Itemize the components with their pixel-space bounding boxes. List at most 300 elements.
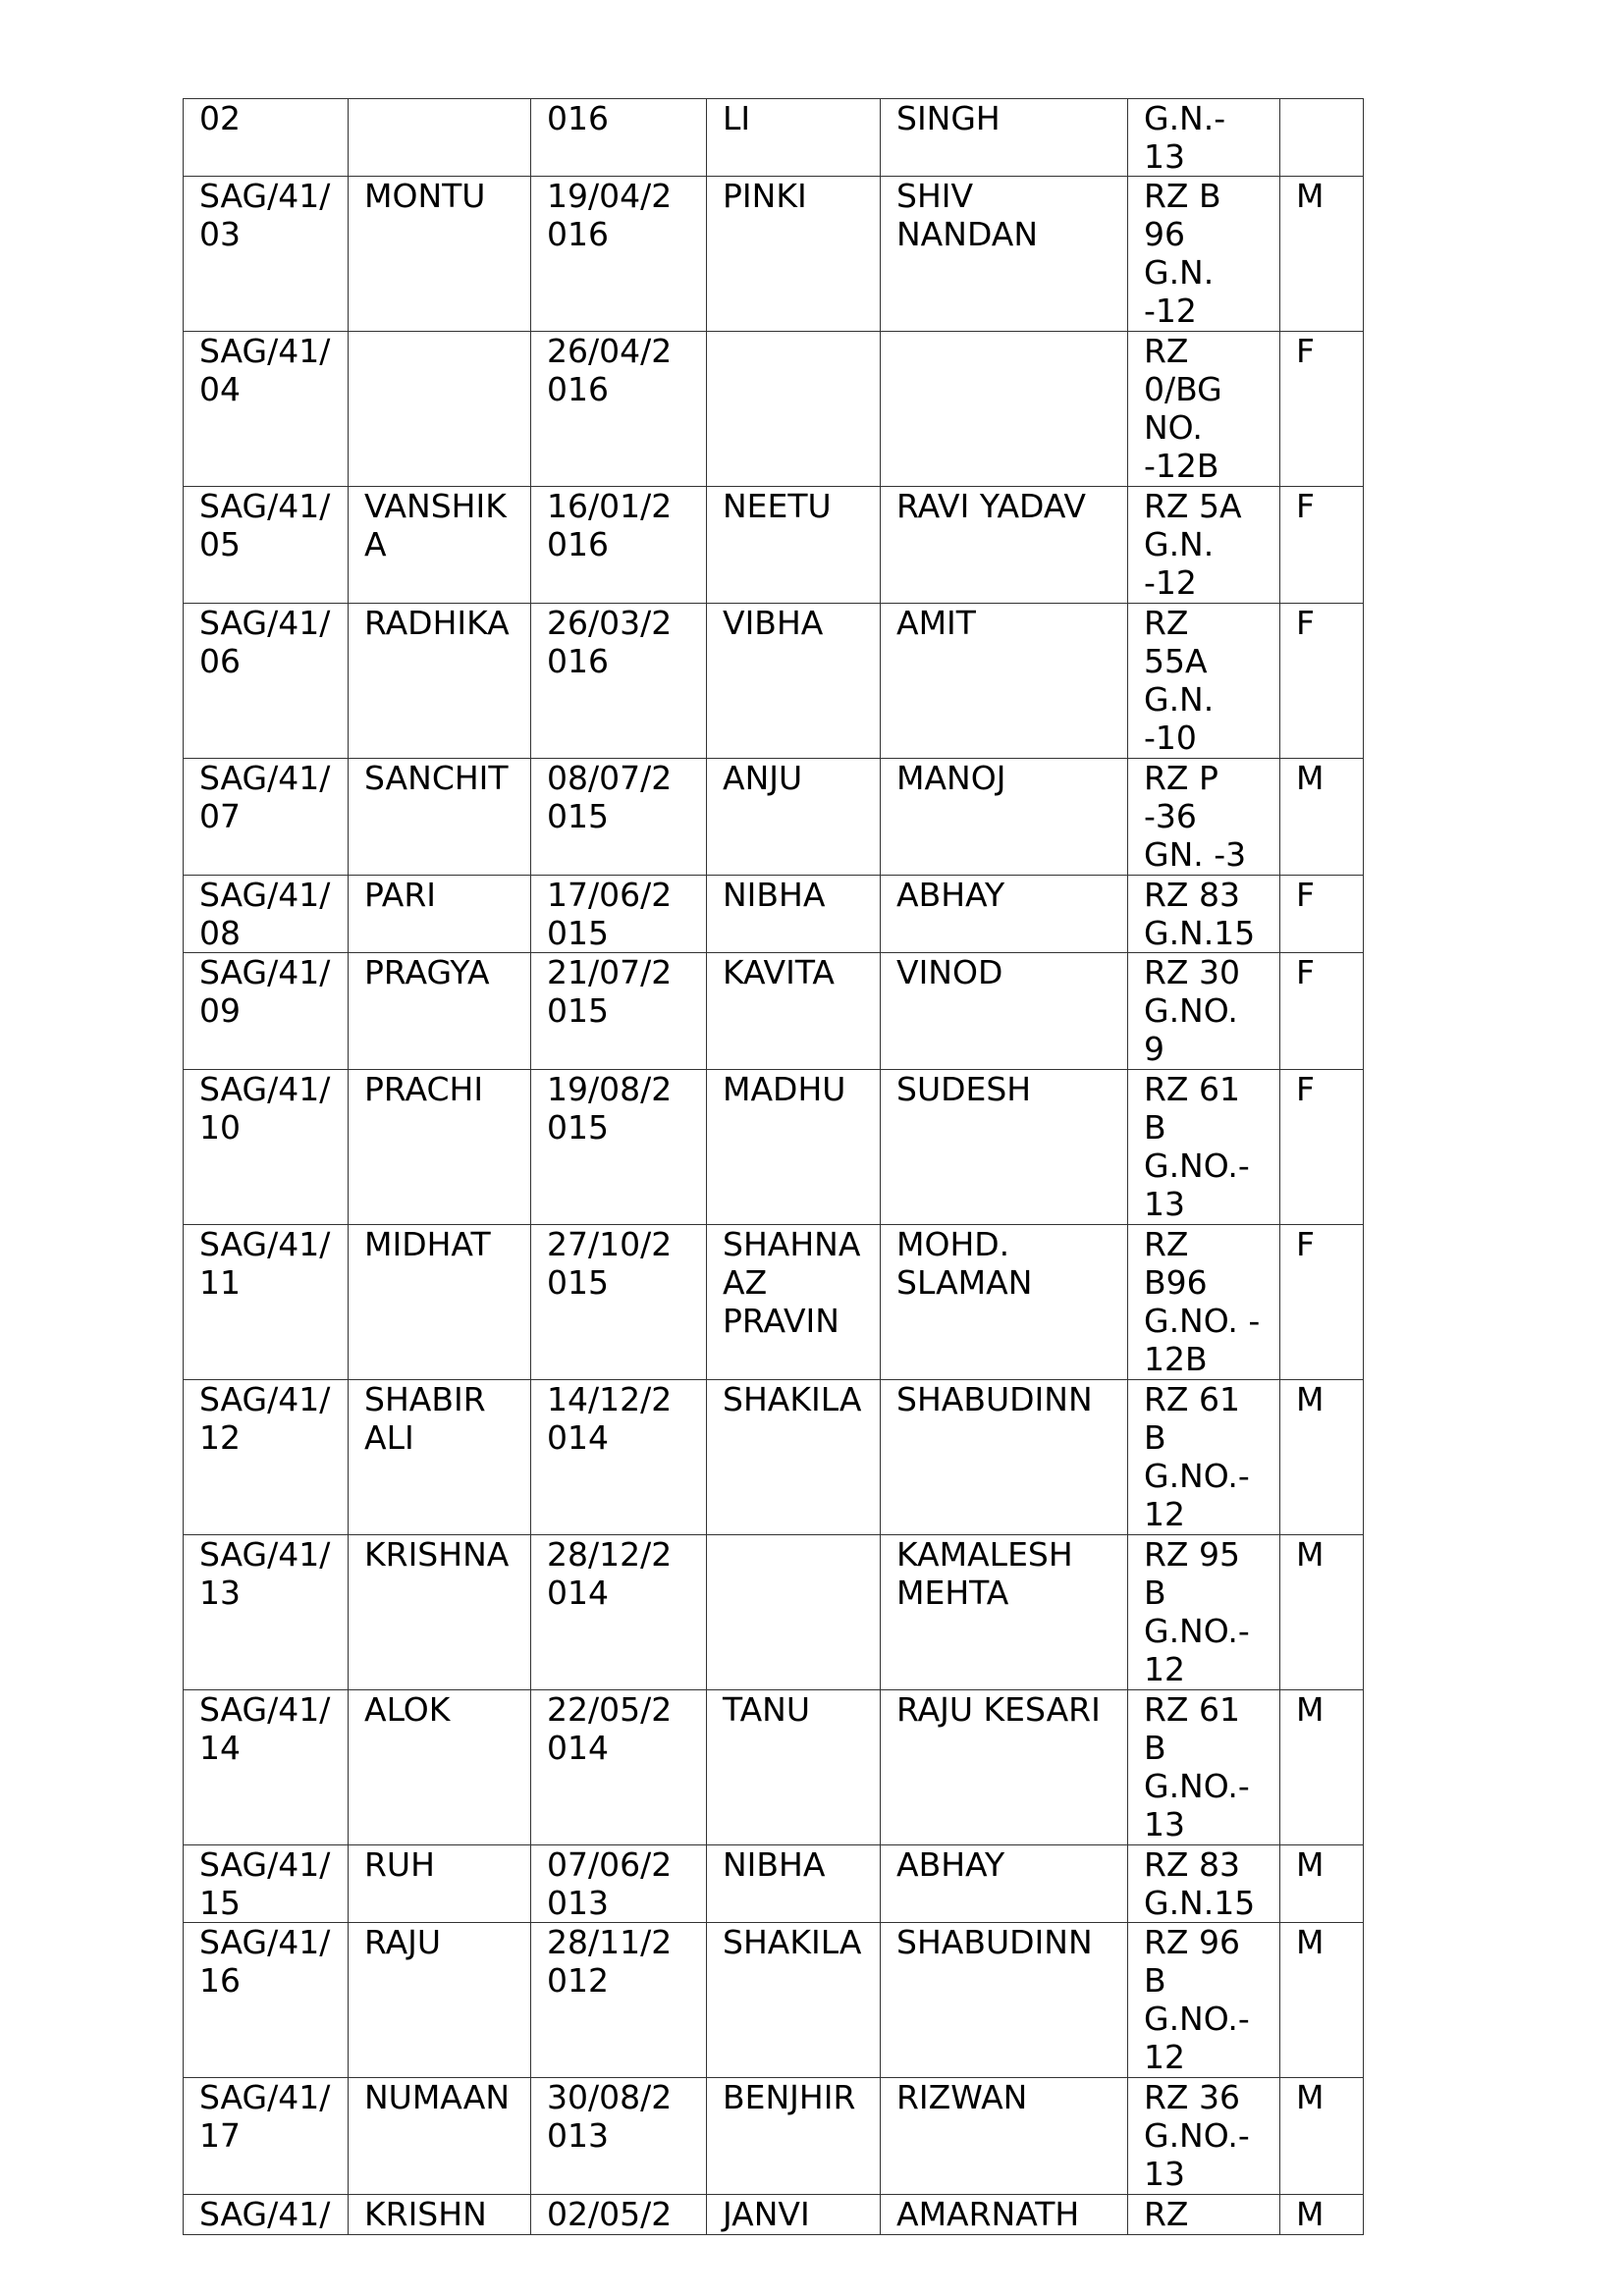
cell-gender [1280, 604, 1364, 759]
cell-text-line: SAG/41/ [199, 1225, 331, 1263]
cell-address [1128, 1923, 1280, 2078]
cell-address [1128, 1690, 1280, 1845]
cell-address [1128, 332, 1280, 487]
table-row [184, 1070, 1364, 1225]
cell-text-line: 04 [199, 370, 241, 408]
table-row [184, 876, 1364, 953]
cell-text-line: TANU [723, 1690, 811, 1729]
table-row [184, 1380, 1364, 1535]
cell-gender [1280, 1380, 1364, 1535]
cell-id [184, 1225, 349, 1380]
cell-child-name [349, 759, 531, 876]
cell-id [184, 953, 349, 1070]
cell-text-line: RZ 61 [1144, 1070, 1241, 1108]
cell-text-line: 015 [547, 797, 609, 835]
cell-text-line: G.NO.- [1144, 2000, 1250, 2038]
cell-text-line: 013 [547, 1884, 609, 1922]
cell-text-line: 07 [199, 797, 241, 835]
cell-text-line: MOHD. [896, 1225, 1010, 1263]
cell-text-line: SLAMAN [896, 1263, 1033, 1302]
cell-text-line: MEHTA [896, 1574, 1009, 1612]
cell-father-name [881, 487, 1128, 604]
cell-text-line: M [1296, 1380, 1325, 1418]
cell-address [1128, 759, 1280, 876]
cell-text-line: NEETU [723, 487, 832, 525]
cell-text-line: 016 [547, 642, 609, 680]
cell-text-line: 14/12/2 [547, 1380, 673, 1418]
cell-text-line: SINGH [896, 99, 1001, 137]
cell-text-line: SHABUDINN [896, 1923, 1093, 1961]
cell-gender [1280, 487, 1364, 604]
cell-text-line: 12 [1144, 1650, 1185, 1688]
cell-text-line: SAG/41/ [199, 177, 331, 215]
cell-gender [1280, 2195, 1364, 2235]
cell-text-line: 014 [547, 1729, 609, 1767]
cell-child-name [349, 1923, 531, 2078]
cell-text-line: SAG/41/ [199, 1845, 331, 1884]
cell-text-line: RZ 30 [1144, 953, 1241, 991]
cell-dob [531, 1690, 707, 1845]
cell-text-line: RZ 83 [1144, 876, 1241, 914]
cell-text-line: M [1296, 1845, 1325, 1884]
cell-text-line: NIBHA [723, 876, 826, 914]
cell-text-line: 17/06/2 [547, 876, 673, 914]
cell-text-line: 016 [547, 215, 609, 253]
cell-id [184, 332, 349, 487]
cell-gender [1280, 1690, 1364, 1845]
cell-father-name [881, 876, 1128, 953]
cell-dob [531, 177, 707, 332]
cell-mother-name [707, 1923, 881, 2078]
cell-text-line: 02 [199, 99, 241, 137]
cell-text-line: RADHIKA [364, 604, 510, 642]
cell-text-line: VINOD [896, 953, 1003, 991]
cell-text-line: 12 [199, 1418, 241, 1457]
cell-text-line: 015 [547, 991, 609, 1030]
cell-dob [531, 99, 707, 177]
cell-text-line: SAG/41/ [199, 876, 331, 914]
table-row [184, 1535, 1364, 1690]
cell-text-line: ANJU [723, 759, 803, 797]
cell-text-line: PRAVIN [723, 1302, 839, 1340]
cell-text-line: 12 [1144, 2038, 1185, 2076]
cell-text-line: 9 [1144, 1030, 1164, 1068]
cell-text-line: M [1296, 2078, 1325, 2116]
cell-father-name [881, 953, 1128, 1070]
cell-text-line: B [1144, 1729, 1166, 1767]
cell-text-line: SAG/41/ [199, 487, 331, 525]
cell-address [1128, 1380, 1280, 1535]
cell-text-line: ABHAY [896, 1845, 1005, 1884]
cell-address [1128, 953, 1280, 1070]
cell-text-line: G.NO.- [1144, 1147, 1250, 1185]
table-row [184, 1845, 1364, 1923]
cell-text-line: PINKI [723, 177, 807, 215]
cell-dob [531, 487, 707, 604]
cell-mother-name [707, 876, 881, 953]
cell-child-name [349, 604, 531, 759]
cell-text-line: F [1296, 604, 1315, 642]
cell-text-line: G.NO.- [1144, 1767, 1250, 1805]
cell-text-line: 016 [547, 370, 609, 408]
cell-father-name [881, 1923, 1128, 2078]
cell-father-name [881, 99, 1128, 177]
cell-text-line: 08 [199, 914, 241, 952]
cell-text-line: AMIT [896, 604, 976, 642]
cell-text-line: B96 [1144, 1263, 1208, 1302]
cell-text-line: RZ 61 [1144, 1690, 1241, 1729]
cell-dob [531, 2078, 707, 2195]
cell-text-line: 015 [547, 1108, 609, 1147]
table-row [184, 1225, 1364, 1380]
cell-text-line: SAG/41/ [199, 1535, 331, 1574]
cell-text-line: G.N. [1144, 680, 1215, 719]
cell-mother-name [707, 332, 881, 487]
cell-text-line: SAG/41/ [199, 1690, 331, 1729]
cell-text-line: 12B [1144, 1340, 1208, 1378]
cell-text-line: 15 [199, 1884, 241, 1922]
cell-text-line: PRAGYA [364, 953, 490, 991]
cell-text-line: 55A [1144, 642, 1208, 680]
cell-text-line: RZ [1144, 1225, 1189, 1263]
cell-text-line: RIZWAN [896, 2078, 1028, 2116]
cell-text-line: RZ [1144, 604, 1189, 642]
cell-text-line: KRISHNA [364, 1535, 510, 1574]
cell-text-line: MIDHAT [364, 1225, 491, 1263]
cell-dob [531, 759, 707, 876]
cell-text-line: F [1296, 1225, 1315, 1263]
cell-father-name [881, 1225, 1128, 1380]
cell-text-line: 13 [1144, 1805, 1185, 1843]
records-body [184, 99, 1364, 2235]
cell-text-line: SAG/41/ [199, 759, 331, 797]
cell-text-line: M [1296, 1535, 1325, 1574]
cell-text-line: G.N.- [1144, 99, 1226, 137]
cell-text-line: BENJHIR [723, 2078, 856, 2116]
table-row [184, 953, 1364, 1070]
cell-child-name [349, 2078, 531, 2195]
cell-text-line: LI [723, 99, 751, 137]
cell-text-line: G.N. [1144, 525, 1215, 563]
cell-child-name [349, 487, 531, 604]
cell-dob [531, 1225, 707, 1380]
records-table [183, 98, 1364, 2235]
cell-text-line: SHAKILA [723, 1380, 862, 1418]
cell-child-name [349, 1380, 531, 1535]
cell-text-line: 03 [199, 215, 241, 253]
cell-child-name [349, 1690, 531, 1845]
cell-mother-name [707, 1225, 881, 1380]
cell-text-line: SHIV [896, 177, 974, 215]
cell-text-line: NO. [1144, 408, 1203, 447]
cell-text-line: NANDAN [896, 215, 1039, 253]
cell-text-line: NUMAAN [364, 2078, 511, 2116]
cell-gender [1280, 1845, 1364, 1923]
cell-dob [531, 604, 707, 759]
cell-text-line: RZ [1144, 332, 1189, 370]
cell-text-line: 19/04/2 [547, 177, 673, 215]
cell-text-line: KRISHN [364, 2195, 487, 2233]
cell-id [184, 177, 349, 332]
cell-father-name [881, 759, 1128, 876]
cell-mother-name [707, 604, 881, 759]
cell-text-line: A [364, 525, 387, 563]
cell-text-line: 08/07/2 [547, 759, 673, 797]
cell-text-line: VIBHA [723, 604, 824, 642]
cell-text-line: MANOJ [896, 759, 1006, 797]
cell-text-line: MADHU [723, 1070, 846, 1108]
cell-address [1128, 604, 1280, 759]
cell-text-line: M [1296, 1923, 1325, 1961]
cell-gender [1280, 1535, 1364, 1690]
cell-address [1128, 1845, 1280, 1923]
cell-child-name [349, 177, 531, 332]
cell-id [184, 1845, 349, 1923]
cell-mother-name [707, 1535, 881, 1690]
cell-text-line: 13 [1144, 2155, 1185, 2193]
cell-address [1128, 487, 1280, 604]
cell-father-name [881, 2195, 1128, 2235]
cell-text-line: SHAKILA [723, 1923, 862, 1961]
cell-text-line: 015 [547, 914, 609, 952]
cell-text-line: 07/06/2 [547, 1845, 673, 1884]
cell-father-name [881, 332, 1128, 487]
cell-text-line: RZ 61 [1144, 1380, 1241, 1418]
cell-text-line: G.NO.- [1144, 2116, 1250, 2155]
cell-text-line: M [1296, 1690, 1325, 1729]
table-row [184, 2078, 1364, 2195]
cell-address [1128, 876, 1280, 953]
cell-address [1128, 1225, 1280, 1380]
cell-text-line: 13 [1144, 1185, 1185, 1223]
cell-gender [1280, 1070, 1364, 1225]
cell-text-line: G.NO.- [1144, 1457, 1250, 1495]
cell-father-name [881, 604, 1128, 759]
cell-dob [531, 876, 707, 953]
cell-text-line: F [1296, 487, 1315, 525]
cell-text-line: SHAHNA [723, 1225, 861, 1263]
cell-dob [531, 1070, 707, 1225]
cell-id [184, 876, 349, 953]
cell-father-name [881, 1380, 1128, 1535]
cell-text-line: RUH [364, 1845, 435, 1884]
cell-text-line: RZ 5A [1144, 487, 1242, 525]
cell-text-line: 28/12/2 [547, 1535, 673, 1574]
cell-id [184, 1070, 349, 1225]
cell-id [184, 1380, 349, 1535]
cell-text-line: 12 [1144, 1495, 1185, 1533]
cell-text-line: B [1144, 1418, 1166, 1457]
cell-address [1128, 1070, 1280, 1225]
cell-text-line: ALI [364, 1418, 414, 1457]
table-row [184, 2195, 1364, 2235]
cell-mother-name [707, 2078, 881, 2195]
cell-text-line: B [1144, 1108, 1166, 1147]
cell-mother-name [707, 2195, 881, 2235]
table-row [184, 1690, 1364, 1845]
cell-dob [531, 1380, 707, 1535]
cell-text-line: 22/05/2 [547, 1690, 673, 1729]
table-row [184, 332, 1364, 487]
cell-text-line: ABHAY [896, 876, 1005, 914]
cell-child-name [349, 1535, 531, 1690]
cell-text-line: G.NO. [1144, 991, 1238, 1030]
cell-mother-name [707, 99, 881, 177]
cell-child-name [349, 953, 531, 1070]
cell-text-line: 19/08/2 [547, 1070, 673, 1108]
cell-text-line: SAG/41/ [199, 2078, 331, 2116]
cell-text-line: 09 [199, 991, 241, 1030]
table-row [184, 759, 1364, 876]
cell-text-line: NIBHA [723, 1845, 826, 1884]
cell-text-line: 26/03/2 [547, 604, 673, 642]
cell-text-line: 17 [199, 2116, 241, 2155]
cell-text-line: AMARNATH [896, 2195, 1080, 2233]
cell-dob [531, 953, 707, 1070]
cell-text-line: 10 [199, 1108, 241, 1147]
cell-gender [1280, 99, 1364, 177]
cell-text-line: 016 [547, 525, 609, 563]
cell-text-line: KAMALESH [896, 1535, 1073, 1574]
cell-gender [1280, 876, 1364, 953]
cell-dob [531, 1923, 707, 2078]
cell-text-line: SAG/41/ [199, 1070, 331, 1108]
cell-text-line: SAG/41/ [199, 953, 331, 991]
cell-gender [1280, 953, 1364, 1070]
cell-address [1128, 2078, 1280, 2195]
cell-text-line: RZ 95 [1144, 1535, 1241, 1574]
cell-text-line: G.N. [1144, 253, 1215, 292]
cell-text-line: SHABUDINN [896, 1380, 1093, 1418]
cell-text-line: 27/10/2 [547, 1225, 673, 1263]
cell-text-line: -12 [1144, 563, 1197, 602]
cell-child-name [349, 876, 531, 953]
cell-id [184, 1690, 349, 1845]
cell-father-name [881, 1535, 1128, 1690]
cell-mother-name [707, 177, 881, 332]
cell-text-line: SAG/41/ [199, 1380, 331, 1418]
cell-text-line: 012 [547, 1961, 609, 2000]
cell-mother-name [707, 487, 881, 604]
table-row [184, 177, 1364, 332]
cell-id [184, 487, 349, 604]
cell-gender [1280, 1225, 1364, 1380]
cell-text-line: 26/04/2 [547, 332, 673, 370]
cell-father-name [881, 177, 1128, 332]
cell-child-name [349, 2195, 531, 2235]
cell-id [184, 99, 349, 177]
cell-text-line: JANVI [723, 2195, 810, 2233]
cell-text-line: RAJU [364, 1923, 442, 1961]
cell-mother-name [707, 1070, 881, 1225]
cell-text-line: -10 [1144, 719, 1197, 757]
cell-dob [531, 2195, 707, 2235]
cell-text-line: -12 [1144, 292, 1197, 330]
cell-child-name [349, 332, 531, 487]
cell-text-line: GN. -3 [1144, 835, 1247, 874]
cell-text-line: 06 [199, 642, 241, 680]
cell-father-name [881, 1845, 1128, 1923]
cell-text-line: 13 [1144, 137, 1185, 176]
cell-mother-name [707, 1845, 881, 1923]
cell-text-line: 96 [1144, 215, 1185, 253]
cell-text-line: F [1296, 876, 1315, 914]
cell-text-line: F [1296, 1070, 1315, 1108]
cell-mother-name [707, 1380, 881, 1535]
cell-dob [531, 332, 707, 487]
cell-father-name [881, 1070, 1128, 1225]
cell-text-line: 14 [199, 1729, 241, 1767]
cell-text-line: 016 [547, 99, 609, 137]
cell-text-line: 30/08/2 [547, 2078, 673, 2116]
cell-gender [1280, 1923, 1364, 2078]
cell-gender [1280, 2078, 1364, 2195]
cell-text-line: MONTU [364, 177, 486, 215]
cell-id [184, 2078, 349, 2195]
table-row [184, 604, 1364, 759]
cell-gender [1280, 332, 1364, 487]
cell-text-line: M [1296, 2195, 1325, 2233]
cell-id [184, 759, 349, 876]
cell-text-line: F [1296, 953, 1315, 991]
cell-text-line: 21/07/2 [547, 953, 673, 991]
cell-text-line: 28/11/2 [547, 1923, 673, 1961]
cell-text-line: -36 [1144, 797, 1197, 835]
cell-text-line: RZ 36 [1144, 2078, 1241, 2116]
cell-id [184, 604, 349, 759]
cell-text-line: SAG/41/ [199, 2195, 331, 2233]
cell-text-line: SAG/41/ [199, 1923, 331, 1961]
cell-text-line: RZ [1144, 2195, 1189, 2233]
cell-father-name [881, 1690, 1128, 1845]
cell-text-line: 16 [199, 1961, 241, 2000]
cell-text-line: RZ B [1144, 177, 1221, 215]
cell-id [184, 1923, 349, 2078]
cell-text-line: 015 [547, 1263, 609, 1302]
cell-text-line: B [1144, 1961, 1166, 2000]
cell-text-line: SUDESH [896, 1070, 1032, 1108]
cell-gender [1280, 177, 1364, 332]
cell-text-line: F [1296, 332, 1315, 370]
table-row [184, 1923, 1364, 2078]
cell-text-line: G.NO. - [1144, 1302, 1261, 1340]
cell-text-line: B [1144, 1574, 1166, 1612]
cell-text-line: M [1296, 177, 1325, 215]
cell-text-line: RZ 96 [1144, 1923, 1241, 1961]
cell-address [1128, 2195, 1280, 2235]
cell-text-line: SHABIR [364, 1380, 486, 1418]
cell-text-line: 05 [199, 525, 241, 563]
cell-text-line: G.NO.- [1144, 1612, 1250, 1650]
cell-father-name [881, 2078, 1128, 2195]
cell-text-line: KAVITA [723, 953, 836, 991]
cell-id [184, 1535, 349, 1690]
cell-address [1128, 1535, 1280, 1690]
cell-text-line: G.N.15 [1144, 914, 1256, 952]
cell-text-line: 02/05/2 [547, 2195, 673, 2233]
cell-address [1128, 99, 1280, 177]
cell-mother-name [707, 759, 881, 876]
cell-text-line: 16/01/2 [547, 487, 673, 525]
cell-address [1128, 177, 1280, 332]
cell-text-line: PARI [364, 876, 437, 914]
cell-text-line: ALOK [364, 1690, 451, 1729]
cell-text-line: SANCHIT [364, 759, 509, 797]
cell-child-name [349, 99, 531, 177]
cell-child-name [349, 1070, 531, 1225]
cell-child-name [349, 1225, 531, 1380]
cell-text-line: 014 [547, 1574, 609, 1612]
